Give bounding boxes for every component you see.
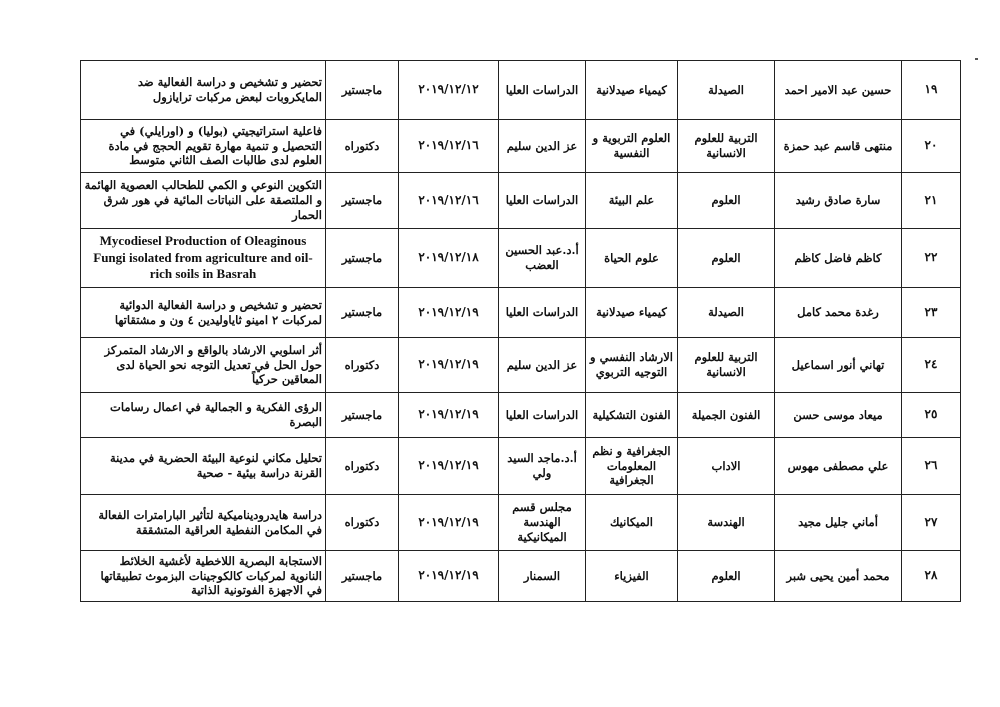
department-name: الارشاد النفسي و التوجيه التربوي (586, 338, 678, 393)
college-name: العلوم (678, 551, 775, 602)
row-number: ١٩ (902, 61, 961, 120)
table-row (81, 288, 961, 338)
department-name: العلوم التربوية و النفسية (586, 120, 678, 173)
degree-type: دكتوراه (326, 120, 399, 173)
degree-type: ماجستير (326, 288, 399, 338)
defense-date: ٢٠١٩/١٢/١٩ (399, 495, 499, 551)
thesis-title: تحليل مكاني لنوعية البيئة الحضرية في مدينة القرنة دراسة بيئية - صحية (81, 438, 326, 495)
degree-type: ماجستير (326, 393, 399, 438)
defense-venue: الدراسات العليا (499, 393, 586, 438)
degree-type: ماجستير (326, 173, 399, 229)
thesis-title: أثر اسلوبي الارشاد بالواقع و الارشاد المتمركز حول الحل في تعديل التوجه نحو الحياة لدى المعاقين حركياً (81, 338, 326, 393)
thesis-title: تحضير و تشخيص و دراسة الفعالية الدوائية لمركبات ٢ امينو ثاياوليدين ٤ ون و مشتقاتها (81, 288, 326, 338)
defense-venue: الدراسات العليا (499, 61, 586, 120)
defense-date: ٢٠١٩/١٢/١٩ (399, 551, 499, 602)
defense-venue: عز الدين سليم (499, 338, 586, 393)
college-name: العلوم (678, 229, 775, 288)
degree-type: ماجستير (326, 229, 399, 288)
table-row (81, 495, 961, 551)
row-number: ٢١ (902, 173, 961, 229)
defense-date: ٢٠١٩/١٢/١٩ (399, 338, 499, 393)
college-name: الهندسة (678, 495, 775, 551)
degree-type: ماجستير (326, 61, 399, 120)
student-name: علي مصطفى مهوس (775, 438, 902, 495)
defense-date: ٢٠١٩/١٢/١٦ (399, 173, 499, 229)
thesis-title: الاستجابة البصرية اللاخطية لأغشية الخلائط النانوية لمركبات كالكوجينات البزموث تطبيقاتها في الاجهزة الفوتونية الذاتية (81, 551, 326, 602)
defense-date: ٢٠١٩/١٢/١٩ (399, 393, 499, 438)
row-number: ٢٧ (902, 495, 961, 551)
defense-date: ٢٠١٩/١٢/١٩ (399, 438, 499, 495)
defense-venue: السمنار (499, 551, 586, 602)
defense-date: ٢٠١٩/١٢/١٨ (399, 229, 499, 288)
degree-type: دكتوراه (326, 338, 399, 393)
table-row (81, 438, 961, 495)
thesis-title: التكوين النوعي و الكمي للطحالب العصوية الهائمة و الملتصقة على النباتات المائية في هور شرق الحمار (81, 173, 326, 229)
department-name: الجغرافية و نظم المعلومات الجغرافية (586, 438, 678, 495)
row-number: ٢٠ (902, 120, 961, 173)
student-name: منتهى قاسم عبد حمزة (775, 120, 902, 173)
thesis-title: الرؤى الفكرية و الجمالية في اعمال رسامات البصرة (81, 393, 326, 438)
row-number: ٢٣ (902, 288, 961, 338)
degree-type: ماجستير (326, 551, 399, 602)
student-name: كاظم فاضل كاظم (775, 229, 902, 288)
department-name: كيمياء صيدلانية (586, 288, 678, 338)
thesis-title: تحضير و تشخيص و دراسة الفعالية ضد المايكروبات لبعض مركبات ترايازول (81, 61, 326, 120)
defense-venue: أ.د.عبد الحسين العضب (499, 229, 586, 288)
department-name: الفيزياء (586, 551, 678, 602)
row-number: ٢٥ (902, 393, 961, 438)
college-name: العلوم (678, 173, 775, 229)
student-name: ميعاد موسى حسن (775, 393, 902, 438)
college-name: التربية للعلوم الانسانية (678, 120, 775, 173)
scan-speck (975, 58, 978, 60)
row-number: ٢٤ (902, 338, 961, 393)
student-name: رغدة محمد كامل (775, 288, 902, 338)
row-number: ٢٦ (902, 438, 961, 495)
table-row (81, 61, 961, 120)
defense-venue: الدراسات العليا (499, 288, 586, 338)
degree-type: دكتوراه (326, 438, 399, 495)
table-row (81, 229, 961, 288)
table-row (81, 393, 961, 438)
defense-date: ٢٠١٩/١٢/١٢ (399, 61, 499, 120)
defense-schedule-table (80, 60, 961, 602)
row-number: ٢٨ (902, 551, 961, 602)
table-row (81, 338, 961, 393)
department-name: علم البيئة (586, 173, 678, 229)
college-name: الاداب (678, 438, 775, 495)
table-body (81, 61, 961, 602)
student-name: أماني جليل مجيد (775, 495, 902, 551)
student-name: محمد أمين يحيى شبر (775, 551, 902, 602)
college-name: الفنون الجميلة (678, 393, 775, 438)
student-name: تهاني أنور اسماعيل (775, 338, 902, 393)
department-name: الفنون التشكيلية (586, 393, 678, 438)
defense-venue: الدراسات العليا (499, 173, 586, 229)
thesis-title: دراسة هايدروديناميكية لتأثير البارامترات الفعالة في المكامن النفطية العراقية المتشققة (81, 495, 326, 551)
defense-date: ٢٠١٩/١٢/١٩ (399, 288, 499, 338)
defense-venue: عز الدين سليم (499, 120, 586, 173)
defense-date: ٢٠١٩/١٢/١٦ (399, 120, 499, 173)
department-name: كيمياء صيدلانية (586, 61, 678, 120)
table-row (81, 173, 961, 229)
student-name: سارة صادق رشيد (775, 173, 902, 229)
student-name: حسين عبد الامير احمد (775, 61, 902, 120)
table-row (81, 551, 961, 602)
thesis-title: فاعلية استراتيجيتي (بوليا) و (اورايلي) في التحصيل و تنمية مهارة تقويم الحجج في مادة العلوم لدى طالبات الصف الثاني متوسط (81, 120, 326, 173)
thesis-title: Mycodiesel Production of Oleaginous Fungi isolated from agriculture and oil-rich soils in Basrah (81, 229, 326, 288)
college-name: التربية للعلوم الانسانية (678, 338, 775, 393)
department-name: علوم الحياة (586, 229, 678, 288)
defense-venue: مجلس قسم الهندسة الميكانيكية (499, 495, 586, 551)
defense-venue: أ.د.ماجد السيد ولي (499, 438, 586, 495)
department-name: الميكانيك (586, 495, 678, 551)
row-number: ٢٢ (902, 229, 961, 288)
college-name: الصيدلة (678, 61, 775, 120)
degree-type: دكتوراه (326, 495, 399, 551)
table-row (81, 120, 961, 173)
college-name: الصيدلة (678, 288, 775, 338)
